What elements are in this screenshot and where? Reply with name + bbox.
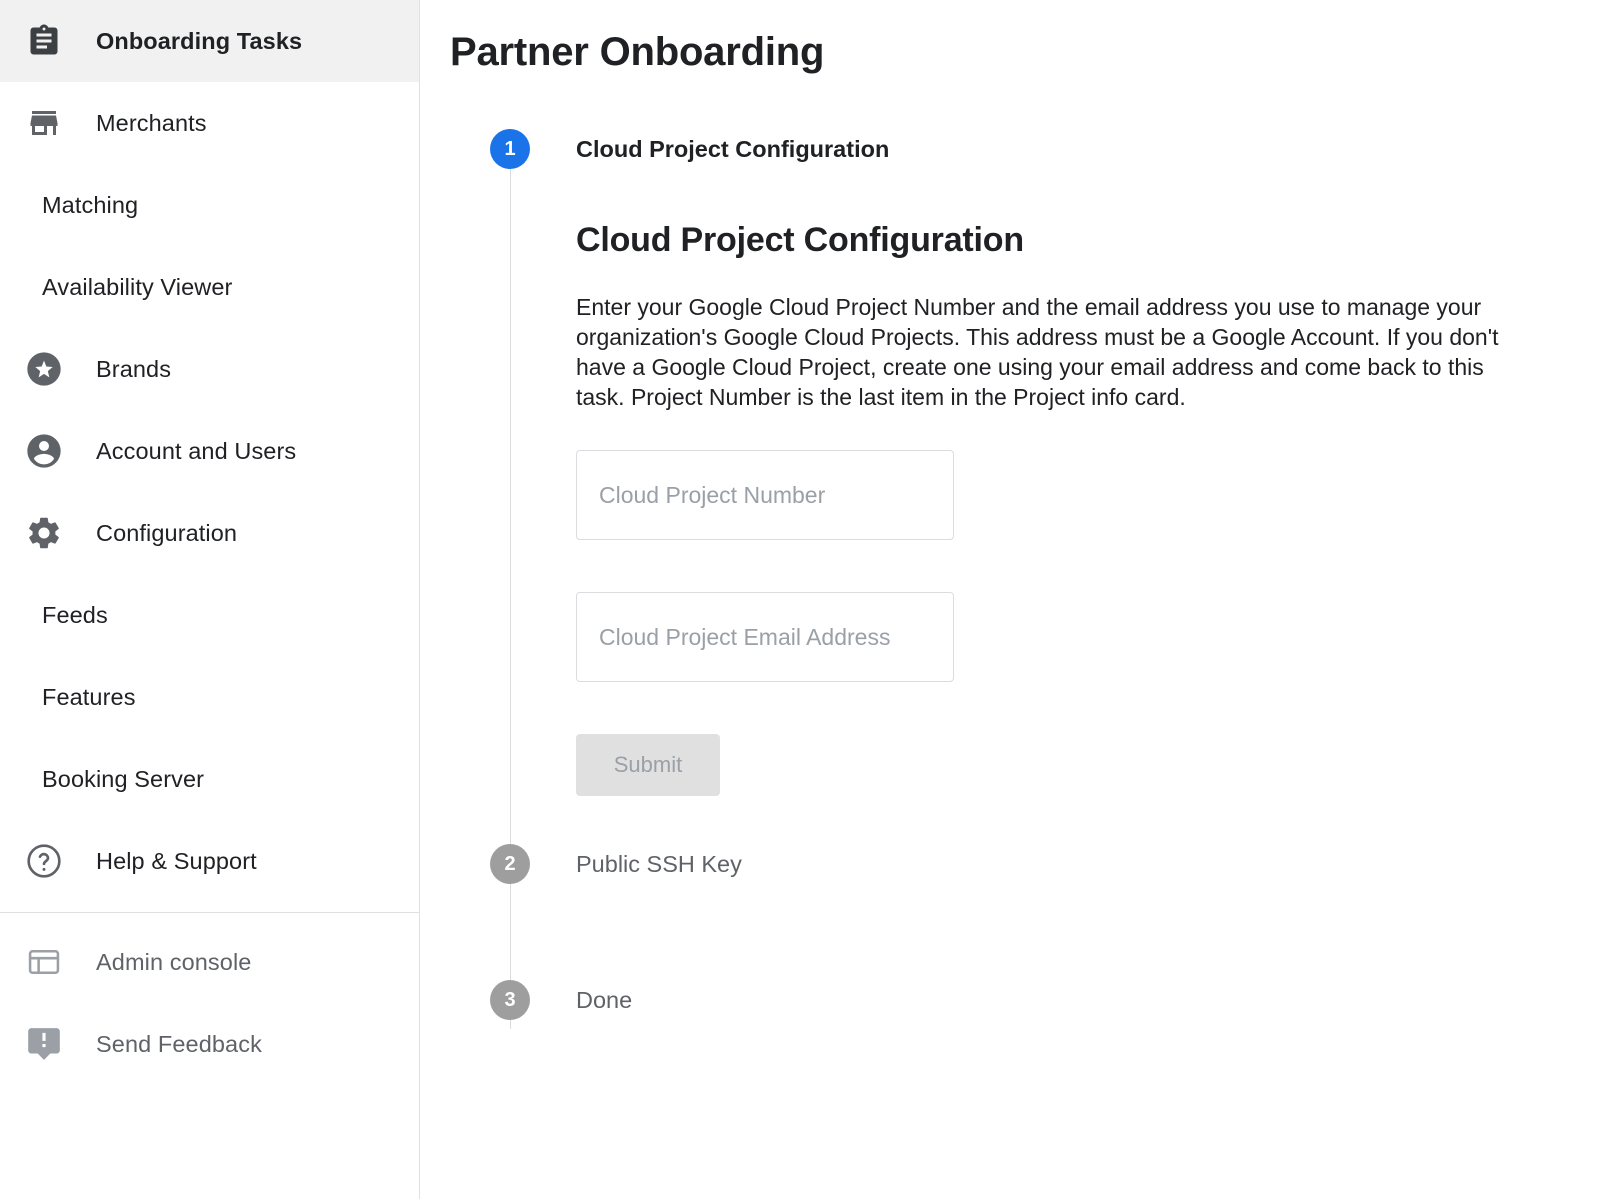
step-3-bullet: 3	[490, 980, 530, 1020]
step-2	[490, 844, 1600, 884]
cloud-project-number-field[interactable]	[576, 450, 954, 540]
sidebar-item-label: Onboarding Tasks	[96, 27, 303, 54]
page-title: Partner Onboarding	[450, 30, 825, 74]
cloud-project-number-input[interactable]	[597, 481, 933, 510]
sidebar-item-admin-console[interactable]	[0, 921, 419, 1003]
sidebar-item-label: Brands	[96, 355, 172, 382]
sidebar-item-label: Help & Support	[96, 847, 257, 874]
sidebar-item-help-and-support[interactable]	[0, 820, 419, 902]
sidebar-item-label: Feeds	[42, 601, 108, 628]
cloud-project-email-input[interactable]	[597, 623, 933, 652]
store-icon	[22, 101, 66, 145]
step-1-body	[576, 169, 1600, 826]
person-icon	[22, 429, 66, 473]
admin-console-icon	[22, 940, 66, 984]
step-2-bullet: 2	[490, 844, 530, 884]
step-1-bullet: 1	[490, 129, 530, 169]
sidebar-item-label: Send Feedback	[96, 1030, 262, 1057]
sidebar-item-feeds[interactable]	[0, 574, 419, 656]
sidebar-item-booking-server[interactable]	[0, 738, 419, 820]
step-connector-line	[510, 884, 512, 980]
sidebar-item-label: Admin console	[96, 948, 252, 975]
card-title: Cloud Project Configuration	[576, 221, 1024, 259]
submit-button[interactable]: Submit	[576, 734, 720, 796]
main-content	[420, 0, 1600, 1199]
sidebar-item-label: Merchants	[96, 109, 207, 136]
sidebar-item-matching[interactable]	[0, 164, 419, 246]
cloud-project-email-field[interactable]	[576, 592, 954, 682]
step-3-label[interactable]: Done	[576, 987, 633, 1013]
step-1-label: Cloud Project Configuration	[576, 136, 890, 162]
onboarding-stepper	[490, 129, 1600, 1020]
sidebar-item-brands[interactable]	[0, 328, 419, 410]
sidebar-divider	[0, 912, 419, 913]
card-description: Enter your Google Cloud Project Number and the email address you use to manage your organization's Google Cloud Projects. This address must be a Google Account. If you don't have a Google Cloud Project, create one using your email address and come back to this task. Project Number is the last item in the Project info card.	[576, 294, 1499, 410]
sidebar-item-merchants[interactable]	[0, 82, 419, 164]
sidebar-item-label: Features	[42, 683, 136, 710]
sidebar-item-configuration[interactable]	[0, 492, 419, 574]
feedback-icon	[22, 1022, 66, 1066]
star-icon	[22, 347, 66, 391]
sidebar-item-account-and-users[interactable]	[0, 410, 419, 492]
step-1	[490, 129, 1600, 169]
sidebar-item-send-feedback[interactable]	[0, 1003, 419, 1085]
sidebar-item-label: Configuration	[96, 519, 238, 546]
step-3	[490, 980, 1600, 1020]
gear-icon	[22, 511, 66, 555]
sidebar-item-label: Account and Users	[96, 437, 297, 464]
help-icon	[22, 839, 66, 883]
sidebar-item-onboarding-tasks[interactable]	[0, 0, 419, 82]
sidebar-item-availability-viewer[interactable]	[0, 246, 419, 328]
step-2-label[interactable]: Public SSH Key	[576, 851, 742, 877]
sidebar-item-label: Matching	[42, 191, 139, 218]
sidebar-item-label: Availability Viewer	[42, 273, 233, 300]
sidebar	[0, 0, 420, 1199]
clipboard-icon	[22, 19, 66, 63]
sidebar-item-features[interactable]	[0, 656, 419, 738]
sidebar-item-label: Booking Server	[42, 765, 205, 792]
